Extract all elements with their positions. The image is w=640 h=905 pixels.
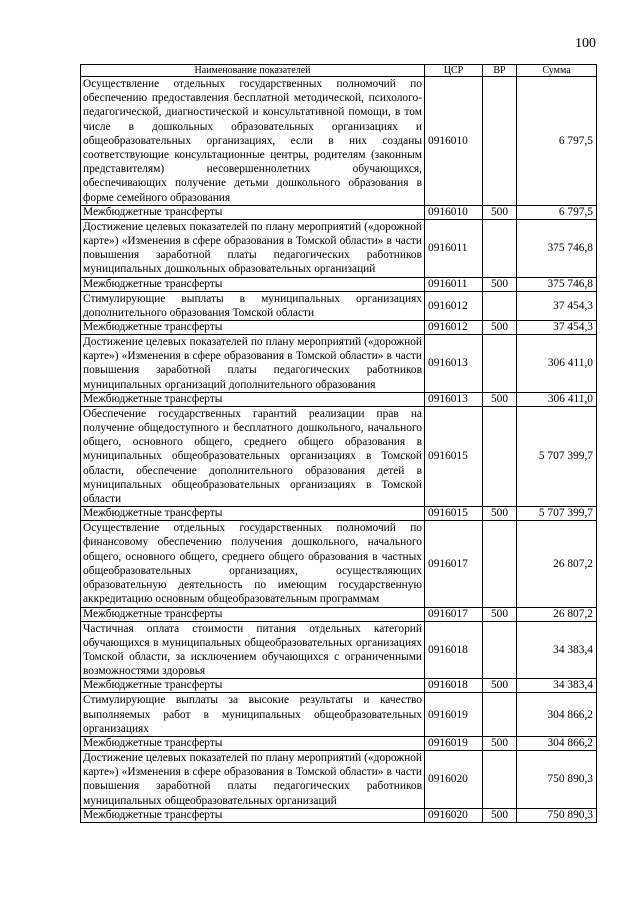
- cell-vr: [483, 750, 517, 808]
- table-row: [81, 621, 597, 679]
- column-header-csr: ЦСР: [425, 65, 483, 77]
- cell-sum: 6 797,5: [517, 77, 597, 206]
- cell-vr: [483, 335, 517, 393]
- cell-csr: 0916010: [425, 205, 483, 219]
- cell-name: Межбюджетные трансферты: [81, 507, 425, 521]
- cell-vr: 500: [483, 205, 517, 219]
- cell-vr: [483, 77, 517, 206]
- cell-sum: 6 797,5: [517, 205, 597, 219]
- cell-name: Межбюджетные трансферты: [81, 277, 425, 291]
- cell-name: Частичная оплата стоимости питания отдельных категорий обучающихся в муниципальных общеобразовательных организациях Томской области, за исключением обучающихся с ограниченными возможностями здоровья: [81, 621, 425, 679]
- cell-sum: 37 454,3: [517, 321, 597, 335]
- cell-sum: 375 746,8: [517, 277, 597, 291]
- table-row-transfer: [81, 277, 597, 291]
- cell-vr: 500: [483, 277, 517, 291]
- cell-name: Межбюджетные трансферты: [81, 205, 425, 219]
- column-header-name: Наименование показателей: [81, 65, 425, 77]
- cell-sum: 750 890,3: [517, 808, 597, 822]
- table-row-transfer: [81, 392, 597, 406]
- cell-sum: 304 866,2: [517, 693, 597, 737]
- cell-vr: 500: [483, 607, 517, 621]
- table-row-transfer: [81, 607, 597, 621]
- table-header-row: [81, 65, 597, 77]
- cell-name: Достижение целевых показателей по плану мероприятий («дорожной карте») «Изменения в сфере образования в Томской области» в части повышения заработной платы педагогических работников муниципальных дошкольных образовательных организаций: [81, 219, 425, 277]
- table-row: [81, 219, 597, 277]
- table-row: [81, 406, 597, 506]
- table-row: [81, 291, 597, 320]
- cell-vr: [483, 406, 517, 506]
- page-number: 100: [575, 36, 596, 51]
- table-row: [81, 77, 597, 206]
- cell-sum: 37 454,3: [517, 291, 597, 320]
- cell-vr: [483, 219, 517, 277]
- cell-name: Достижение целевых показателей по плану мероприятий («дорожной карте») «Изменения в сфере образования в Томской области» в части повышения заработной платы педагогических работников муниципальных организаций дополнительного образования: [81, 335, 425, 393]
- cell-csr: 0916018: [425, 679, 483, 693]
- cell-vr: [483, 521, 517, 607]
- budget-table: [80, 64, 597, 823]
- cell-name: Межбюджетные трансферты: [81, 392, 425, 406]
- cell-vr: [483, 693, 517, 737]
- cell-name: Осуществление отдельных государственных полномочий по обеспечению предоставления бесплатной методической, психолого-педагогической, диагностической и консультативной помощи, в том числе в дошкольных образовательных организациях и общеобразовательных организациях, если в них созданы соответствующие консультационные центры, родителям (законным представителям) несовершеннолетних обучающихся, обеспечивающих получение детьми дошкольного образования в форме семейного образования: [81, 77, 425, 206]
- cell-csr: 0916013: [425, 392, 483, 406]
- cell-vr: 500: [483, 507, 517, 521]
- cell-csr: 0916019: [425, 736, 483, 750]
- cell-csr: 0916011: [425, 219, 483, 277]
- cell-csr: 0916010: [425, 77, 483, 206]
- cell-sum: 34 383,4: [517, 621, 597, 679]
- cell-sum: 34 383,4: [517, 679, 597, 693]
- cell-vr: [483, 291, 517, 320]
- cell-sum: 750 890,3: [517, 750, 597, 808]
- cell-sum: 375 746,8: [517, 219, 597, 277]
- cell-vr: 500: [483, 321, 517, 335]
- cell-csr: 0916015: [425, 406, 483, 506]
- cell-name: Межбюджетные трансферты: [81, 736, 425, 750]
- cell-vr: 500: [483, 679, 517, 693]
- table-row-transfer: [81, 736, 597, 750]
- cell-csr: 0916011: [425, 277, 483, 291]
- cell-csr: 0916019: [425, 693, 483, 737]
- table-row: [81, 750, 597, 808]
- cell-csr: 0916017: [425, 607, 483, 621]
- table-row: [81, 693, 597, 737]
- cell-csr: 0916015: [425, 507, 483, 521]
- cell-vr: [483, 621, 517, 679]
- cell-sum: 26 807,2: [517, 607, 597, 621]
- column-header-sum: Сумма: [517, 65, 597, 77]
- cell-csr: 0916017: [425, 521, 483, 607]
- cell-name: Межбюджетные трансферты: [81, 607, 425, 621]
- cell-sum: 306 411,0: [517, 392, 597, 406]
- table-row-transfer: [81, 507, 597, 521]
- cell-csr: 0916020: [425, 808, 483, 822]
- cell-csr: 0916012: [425, 291, 483, 320]
- cell-name: Стимулирующие выплаты за высокие результаты и качество выполняемых работ в муниципальных общеобразовательных организациях: [81, 693, 425, 737]
- cell-sum: 306 411,0: [517, 335, 597, 393]
- cell-vr: 500: [483, 392, 517, 406]
- cell-vr: 500: [483, 808, 517, 822]
- cell-sum: 5 707 399,7: [517, 507, 597, 521]
- cell-csr: 0916020: [425, 750, 483, 808]
- cell-name: Межбюджетные трансферты: [81, 808, 425, 822]
- table-row: [81, 521, 597, 607]
- cell-name: Межбюджетные трансферты: [81, 321, 425, 335]
- cell-name: Достижение целевых показателей по плану мероприятий («дорожной карте») «Изменения в сфере образования в Томской области» в части повышения заработной платы педагогических работников муниципальных общеобразовательных организаций: [81, 750, 425, 808]
- cell-name: Межбюджетные трансферты: [81, 679, 425, 693]
- table-body: [81, 77, 597, 823]
- table-row-transfer: [81, 205, 597, 219]
- column-header-vr: ВР: [483, 65, 517, 77]
- cell-name: Обеспечение государственных гарантий реализации прав на получение общедоступного и бесплатного дошкольного, начального общего, основного общего, среднего общего образования в муниципальных общеобразовательных организациях в Томской области, обеспечение дополнительного образования детей в муниципальных общеобразовательных организациях в Томской области: [81, 406, 425, 506]
- table-row: [81, 335, 597, 393]
- table-row-transfer: [81, 808, 597, 822]
- cell-name: Осуществление отдельных государственных полномочий по финансовому обеспечению получения дошкольного, начального общего, основного общего, среднего общего образования в частных общеобразовательных организациях, осуществляющих образовательную деятельность по имеющим государственную аккредитацию основным общеобразовательным программам: [81, 521, 425, 607]
- cell-csr: 0916013: [425, 335, 483, 393]
- cell-sum: 26 807,2: [517, 521, 597, 607]
- cell-sum: 304 866,2: [517, 736, 597, 750]
- cell-name: Стимулирующие выплаты в муниципальных организациях дополнительного образования Томской области: [81, 291, 425, 320]
- cell-csr: 0916012: [425, 321, 483, 335]
- cell-sum: 5 707 399,7: [517, 406, 597, 506]
- cell-vr: 500: [483, 736, 517, 750]
- cell-csr: 0916018: [425, 621, 483, 679]
- table-row-transfer: [81, 679, 597, 693]
- table-row-transfer: [81, 321, 597, 335]
